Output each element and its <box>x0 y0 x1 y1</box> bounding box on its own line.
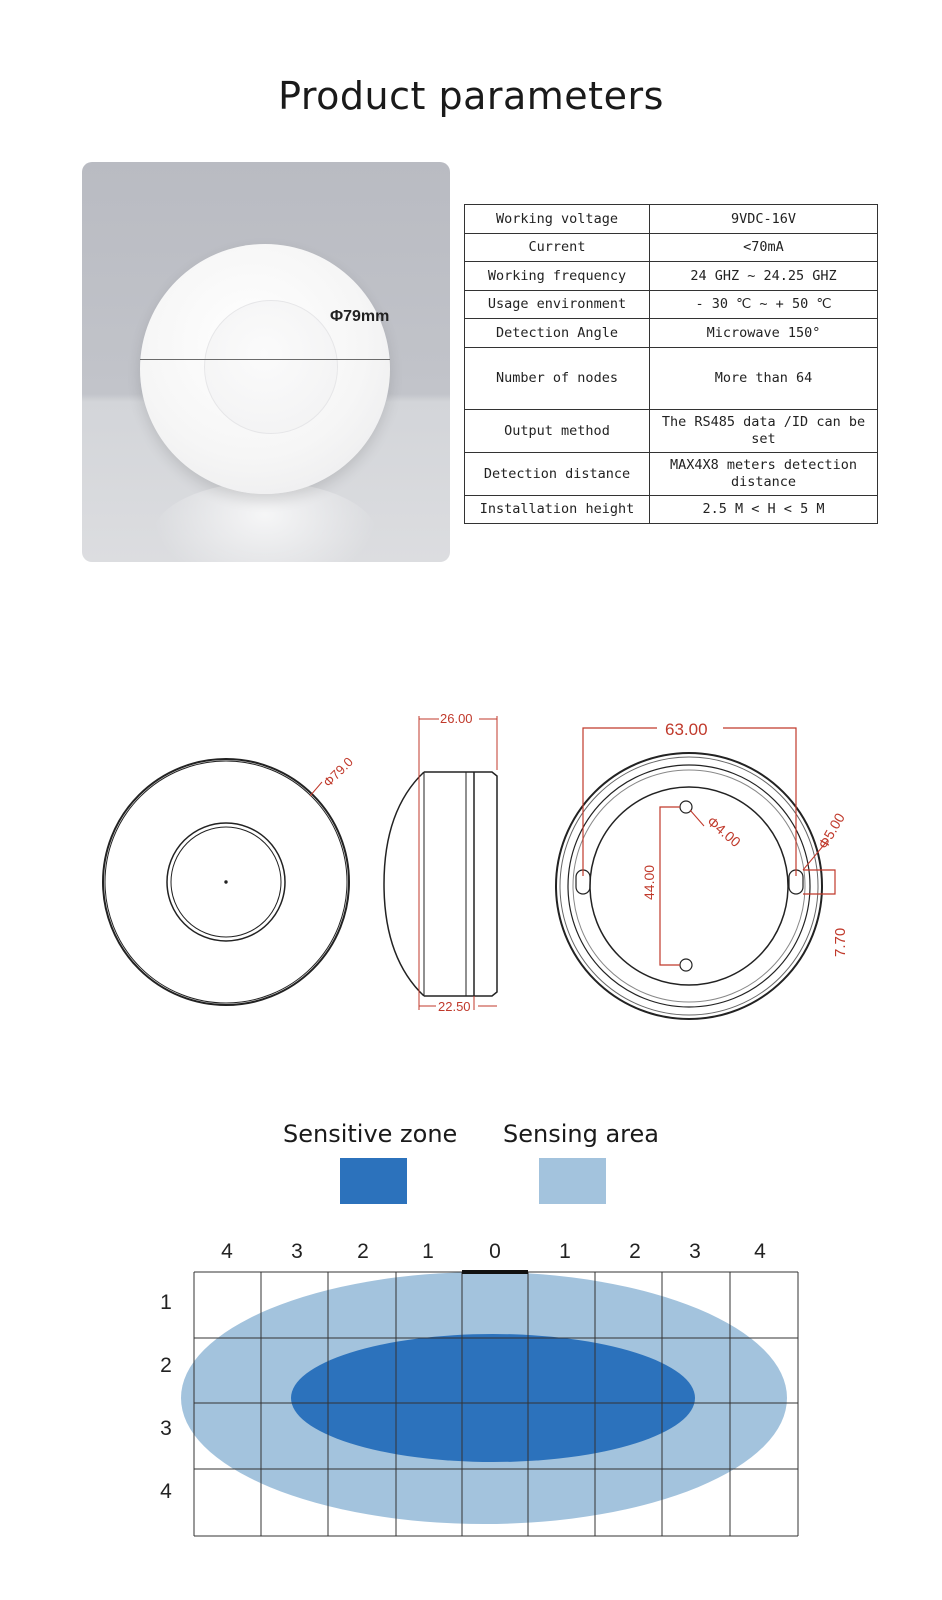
back-inner-circle <box>590 787 788 985</box>
sensitive-zone-ellipse <box>291 1334 695 1462</box>
spec-value: - 30 ℃ ~ + 50 ℃ <box>650 291 878 319</box>
front-dim-leader <box>310 782 322 796</box>
mount-offset-label: 7.70 <box>832 927 849 957</box>
spec-key: Output method <box>465 410 650 453</box>
back-small-hole-top <box>680 801 692 813</box>
y-axis-labels <box>160 1291 172 1503</box>
spec-value: Microwave 150° <box>650 319 878 348</box>
table-row <box>465 348 878 410</box>
legend-sensing-swatch <box>539 1158 606 1204</box>
side-height-label: 26.00 <box>440 711 473 726</box>
table-row <box>465 453 878 496</box>
spec-key: Working voltage <box>465 205 650 234</box>
photo-reflection <box>152 482 378 562</box>
x-label: 0 <box>489 1240 501 1263</box>
back-ring-2 <box>573 770 805 1002</box>
spec-key: Installation height <box>465 496 650 524</box>
y-label: 2 <box>160 1354 172 1377</box>
x-label: 2 <box>629 1240 641 1263</box>
spec-key: Working frequency <box>465 262 650 291</box>
x-label: 2 <box>357 1240 369 1263</box>
table-row <box>465 410 878 453</box>
legend-sensing-label: Sensing area <box>503 1120 659 1148</box>
hole-spacing-label: 63.00 <box>665 720 708 739</box>
legend-sensitive-label: Sensitive zone <box>283 1120 458 1148</box>
small-hole-label: Φ4.00 <box>704 813 744 850</box>
coverage-svg <box>0 1230 942 1540</box>
spec-value: <70mA <box>650 234 878 262</box>
x-label: 1 <box>559 1240 571 1263</box>
spec-table <box>464 204 878 524</box>
front-center-dot <box>225 881 227 883</box>
back-outer-circle <box>556 753 822 1019</box>
spec-value: The RS485 data /ID can be set <box>650 410 878 453</box>
back-dim-63-right <box>723 728 796 876</box>
y-label: 4 <box>160 1480 172 1503</box>
side-dome <box>384 772 424 996</box>
diameter-label: Φ79mm <box>330 308 390 325</box>
coverage-diagram <box>0 1230 942 1544</box>
side-body <box>424 772 497 996</box>
y-label: 3 <box>160 1417 172 1440</box>
spec-value: 2.5 M < H < 5 M <box>650 496 878 524</box>
x-label: 1 <box>422 1240 434 1263</box>
spec-value: More than 64 <box>650 348 878 410</box>
back-dim-770 <box>803 870 835 894</box>
x-label: 3 <box>291 1240 303 1263</box>
y-label: 1 <box>160 1291 172 1314</box>
technical-drawings <box>0 710 942 1050</box>
hole-vertical-label: 44.00 <box>641 864 657 900</box>
table-row <box>465 319 878 348</box>
spec-key: Current <box>465 234 650 262</box>
front-diameter-label: Φ79.0 <box>320 754 356 791</box>
table-row <box>465 205 878 234</box>
product-photo <box>82 162 450 562</box>
spec-value: MAX4X8 meters detection distance <box>650 453 878 496</box>
back-outer-circle-2 <box>560 757 818 1015</box>
spec-key: Number of nodes <box>465 348 650 410</box>
drawings-svg <box>0 710 942 1050</box>
x-label: 4 <box>221 1240 233 1263</box>
back-view <box>556 728 835 1019</box>
table-row <box>465 262 878 291</box>
x-label: 4 <box>754 1240 766 1263</box>
spec-value: 24 GHZ ~ 24.25 GHZ <box>650 262 878 291</box>
back-dim-4-leader <box>690 810 704 826</box>
spec-key: Detection Angle <box>465 319 650 348</box>
side-base-label: 22.50 <box>438 999 471 1014</box>
mount-hole-label: Φ5.00 <box>814 810 848 852</box>
back-small-hole-bottom <box>680 959 692 971</box>
page-title: Product parameters <box>278 74 664 118</box>
spec-value: 9VDC-16V <box>650 205 878 234</box>
back-dim-44 <box>660 807 680 965</box>
table-row <box>465 234 878 262</box>
spec-key: Usage environment <box>465 291 650 319</box>
table-row <box>465 291 878 319</box>
back-dim-63-left <box>583 728 657 876</box>
x-axis-labels <box>221 1240 766 1263</box>
x-label: 3 <box>689 1240 701 1263</box>
sensor-inner-ring <box>204 300 338 434</box>
diameter-line <box>140 359 390 360</box>
table-row <box>465 496 878 524</box>
front-view <box>103 759 349 1005</box>
legend-sensitive-swatch <box>340 1158 407 1204</box>
side-view <box>384 716 497 1010</box>
spec-key: Detection distance <box>465 453 650 496</box>
